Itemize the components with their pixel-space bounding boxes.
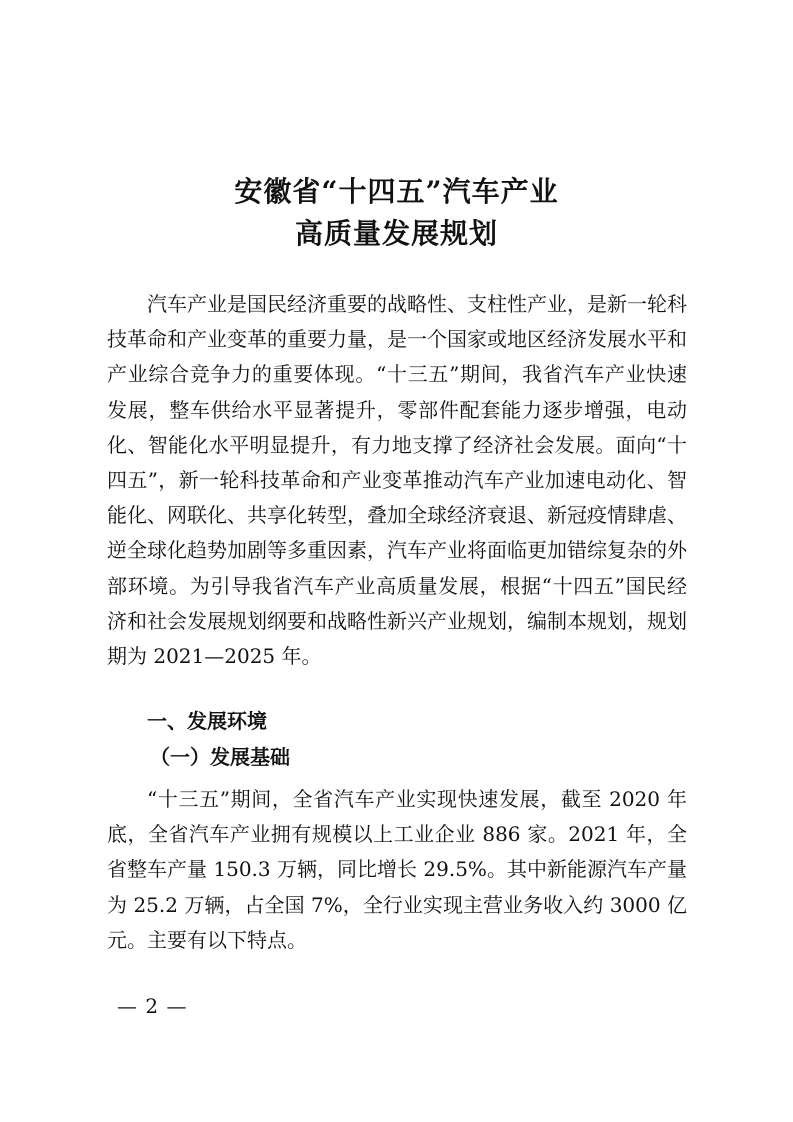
document-title-line-2: 高质量发展规划 xyxy=(294,217,498,250)
section-heading-development-environment: 一、发展环境 xyxy=(147,709,267,733)
subsection-heading-development-foundation: （一）发展基础 xyxy=(150,745,290,769)
intro-paragraph xyxy=(107,287,687,709)
intro-paragraph-text: 汽车产业是国民经济重要的战略性、支柱性产业，是新一轮科技革命和产业变革的重要力量，是一个国家或地区经济发展水平和产业综合竞争力的重要体现。“十三五”期间，我省汽车产业快速发展，整车供给水平显著提升，零部件配套能力逐步增强，电动化、智能化水平明显提升，有力地支撑了经济社会发展。面向“十四五”，新一轮科技革命和产业变革推动汽车产业加速电动化、智能化、网联化、共享化转型，叠加全球经济衰退、新冠疫情肆虐、逆全球化趋势加剧等多重因素，汽车产业将面临更加错综复杂的外部环境。为引导我省汽车产业高质量发展，根据“十四五”国民经济和社会发展规划纲要和战略性新兴产业规划，编制本规划，规划期为 2021—2025 年。 xyxy=(107,292,687,669)
page-number: — 2 — xyxy=(117,994,188,1018)
foundation-paragraph xyxy=(107,782,687,962)
foundation-paragraph-text: “十三五”期间，全省汽车产业实现快速发展，截至 2020 年底，全省汽车产业拥有规模以上工业企业 886 家。2021 年，全省整车产量 150.3 万辆，同比增长 29.5%。其中新能源汽车产量为 25.2 万辆，占全国 7%，全行业实现主营业务收入约 3000 亿元。主要有以下特点。 xyxy=(107,787,687,952)
document-title-line-1: 安徽省“十四五”汽车产业 xyxy=(234,175,559,208)
